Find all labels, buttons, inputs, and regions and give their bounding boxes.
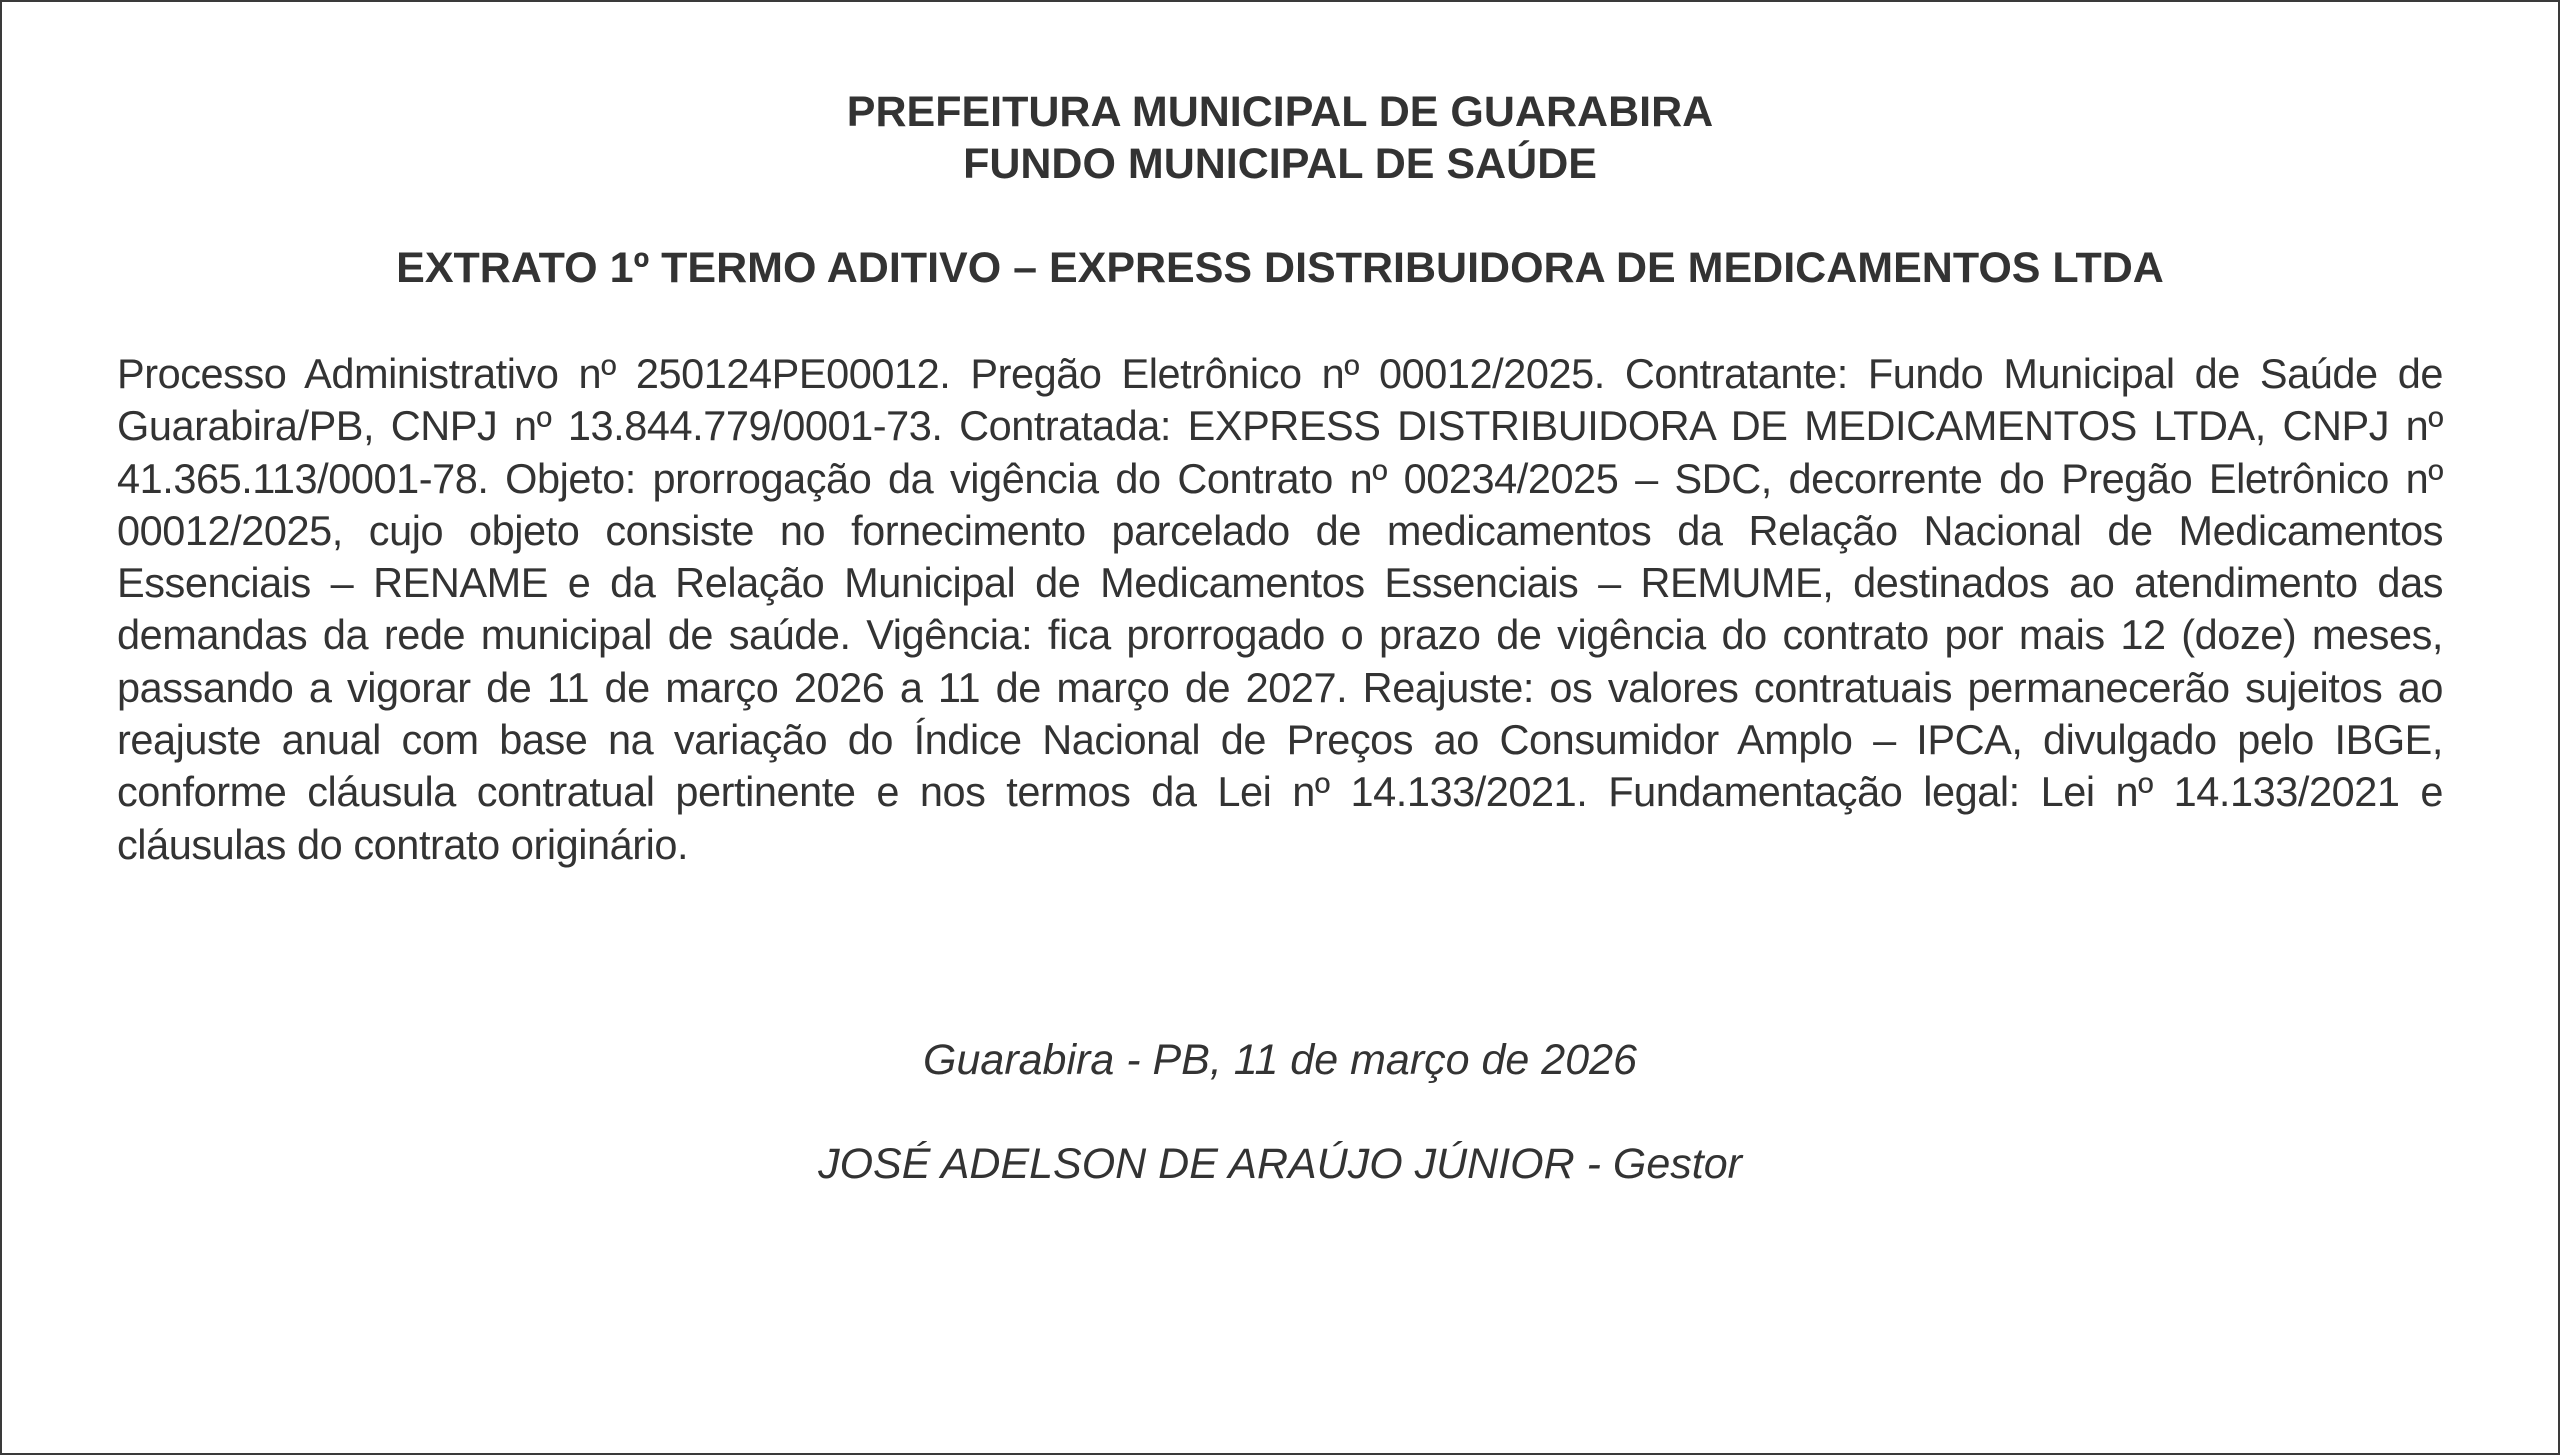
signatory-name: JOSÉ ADELSON DE ARAÚJO JÚNIOR - Gestor <box>818 1140 1742 1188</box>
organization-name: PREFEITURA MUNICIPAL DE GUARABIRA <box>846 88 1714 136</box>
document-title: EXTRATO 1º TERMO ADITIVO – EXPRESS DISTRIBUIDORA DE MEDICAMENTOS LTDA <box>396 244 2164 292</box>
place-and-date: Guarabira - PB, 11 de março de 2026 <box>923 1036 1637 1084</box>
extract-body-text: Processo Administrativo nº 250124PE00012. Pregão Eletrônico nº 00012/2025. Contratante: Fundo Municipal de Saúde de Guarabira/PB, CNPJ nº 13.844.779/0001-73. Contratada: EXPRESS DISTRIBUIDORA DE MEDICAMENTOS LTDA, CNPJ nº 41.365.113/0001-78. Objeto: prorrogação da vigência do Contrato nº 00234/2025 – SDC, decorrente do Pregão Eletrônico nº 00012/2025, cujo objeto consiste no fornecimento parcelado de medicamentos da Relação Nacional de Medicamentos Essenciais – RENAME e da Relação Municipal de Medicamentos Essenciais – REMUME, destinados ao atendimento das demandas da rede municipal de saúde. Vigência: fica prorrogado o prazo de vigência do contrato por mais 12 (doze) meses, passando a vigorar de 11 de março 2026 a 11 de março de 2027. Reajuste: os valores contratuais permanecerão sujeitos ao reajuste anual com base na variação do Índice Nacional de Preços ao Consumidor Amplo – IPCA, divulgado pelo IBGE, conforme cláusula contratual pertinente e nos termos da Lei nº 14.133/2021. Fundamentação legal: Lei nº 14.133/2021 e cláusulas do contrato originário. <box>117 350 2443 868</box>
fund-name: FUNDO MUNICIPAL DE SAÚDE <box>963 140 1597 188</box>
